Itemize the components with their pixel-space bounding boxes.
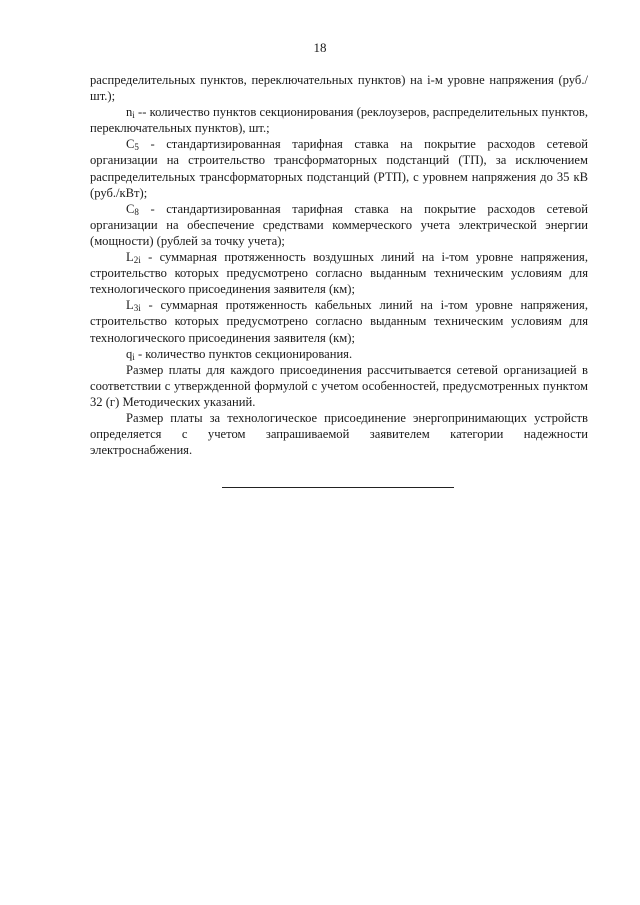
variable-symbol: q: [126, 346, 133, 361]
variable-subscript: i: [132, 351, 135, 362]
paragraph-text: - количество пунктов секционирования.: [134, 346, 353, 361]
variable-symbol: L: [126, 250, 134, 265]
variable-symbol: C: [126, 137, 135, 152]
paragraph-l3i-definition: [90, 297, 588, 345]
paragraph-text: распределительных пунктов, переключательных пунктов) на i-м уровне напряжения (руб./шт.);: [90, 73, 588, 104]
paragraph-text: - суммарная протяженность кабельных линий на i-том уровне напряжения, строительство которых предусмотрено согласно выданным техническим условиям для технологического присоединения заявителя (км);: [90, 298, 588, 345]
paragraph-c8-definition: [90, 201, 588, 249]
paragraph-text: - стандартизированная тарифная ставка на покрытие расходов сетевой организации на обеспечение средствами коммерческого учета электрической энергии (мощности) (рублей за точку учета);: [90, 201, 588, 248]
variable-subscript: 8: [134, 206, 139, 217]
paragraph-c5-definition: [90, 136, 588, 200]
variable-subscript: 2i: [133, 255, 141, 266]
variable-symbol: n: [126, 105, 133, 120]
paragraph-fee-calculation: [90, 362, 588, 410]
variable-subscript: 5: [134, 142, 139, 153]
variable-symbol: L: [126, 298, 134, 313]
variable-subscript: 3i: [133, 303, 141, 314]
paragraph-continuation: [90, 72, 588, 104]
paragraph-text: - стандартизированная тарифная ставка на покрытие расходов сетевой организации на строительство трансформаторных подстанций (ТП), за исключением распределительных трансформаторных подстанций (РТП), с уровнем напряжения до 35 кВ (руб./кВт);: [90, 137, 588, 200]
document-body: [90, 72, 588, 458]
variable-subscript: i: [132, 110, 135, 121]
paragraph-qi-definition: [90, 346, 588, 362]
page-number: 18: [313, 40, 327, 55]
paragraph-n-definition: [90, 104, 588, 136]
paragraph-text: Размер платы за технологическое присоединение энергопринимающих устройств определяется с учетом запрашиваемой заявителем категории надежности электроснабжения.: [90, 410, 588, 458]
paragraph-text: - суммарная протяженность воздушных линий на i-том уровне напряжения, строительство которых предусмотрено согласно выданным техническим условиям для технологического присоединения заявителя (км);: [90, 250, 588, 297]
paragraph-fee-reliability: [90, 410, 588, 458]
paragraph-text: -- количество пунктов секционирования (реклоузеров, распределительных пунктов, переключательных пунктов), шт.;: [90, 105, 588, 136]
variable-symbol: C: [126, 201, 135, 216]
paragraph-text: Размер платы для каждого присоединения рассчитывается сетевой организацией в соответствии с утвержденной формулой с учетом особенностей, предусмотренных пунктом 32 (г) Методических указаний.: [90, 362, 588, 409]
paragraph-l2i-definition: [90, 249, 588, 297]
end-divider-line: [222, 487, 454, 488]
